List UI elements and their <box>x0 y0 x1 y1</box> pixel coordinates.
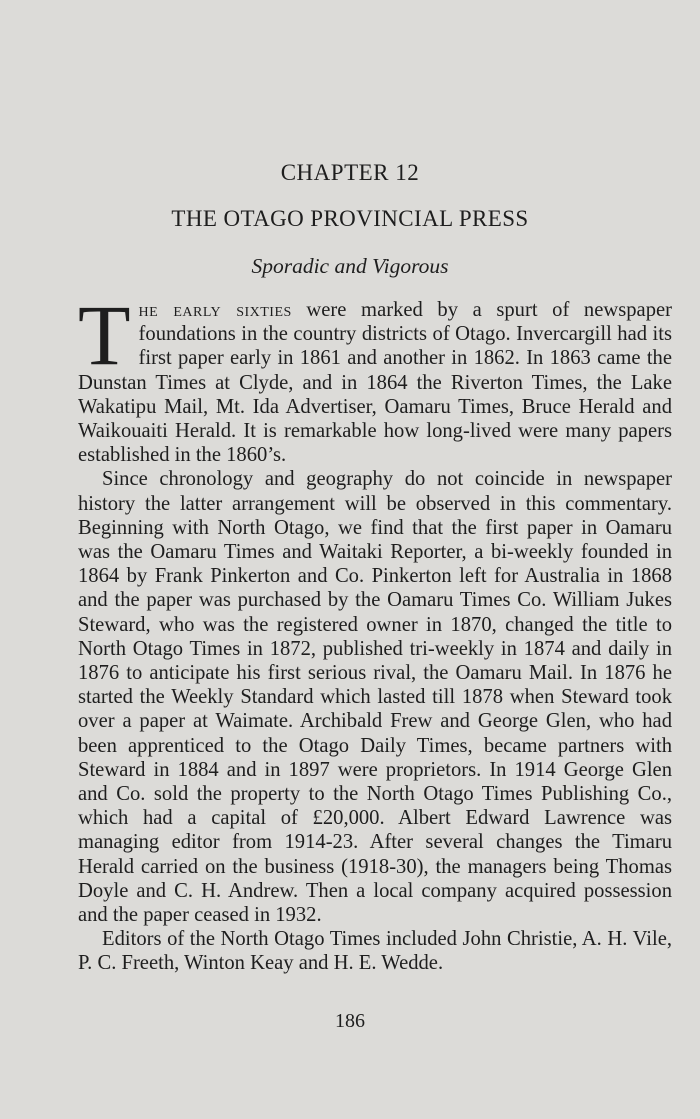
paragraph-1-text: were marked by a spurt of newspaper foundations in the country districts of Otago. Invercargill had its first paper early in 1861 and another in 1862. In 1863 came the Dunstan Times at Clyde, and in 1864 the Riverton Times, the Lake Wakatipu Mail, Mt. Ida Advertiser, Oamaru Times, Bruce Herald and Waikouaiti Herald. It is remarkable how long-lived were many papers established in the 1860’s. <box>78 299 672 467</box>
chapter-number: CHAPTER 12 <box>280 160 420 185</box>
drop-cap: T <box>78 287 131 383</box>
body-text <box>78 287 672 976</box>
paragraph-2: Since chronology and geography do not coincide in newspaper history the latter arrangement will be observed in this commentary. Beginning with North Otago, we find that the first paper in Oamaru was the Oamaru Times and Waitaki Reporter, a bi-weekly founded in 1864 by Frank Pinkerton and Co. Pinkerton left for Australia in 1868 and the paper was purchased by the Oamaru Times Co. William Jukes Steward, who was the registered owner in 1870, changed the title to North Otago Times in 1872, published tri-weekly in 1874 and daily in 1876 to anticipate his first serious rival, the Oamaru Mail. In 1876 he started the Weekly Standard which lasted till 1878 when Steward took over a paper at Waimate. Archibald Frew and George Glen, who had been apprenticed to the Otago Daily Times, became partners with Steward in 1884 and in 1897 were proprietors. In 1914 George Glen and Co. sold the property to the North Otago Times Publishing Co., which had a capital of £20,000. Albert Edward Lawrence was managing editor from 1914-23. After several changes the Timaru Herald carried on the business (1918-30), the managers being Thomas Doyle and C. H. Andrew. Then a local company acquired possession and the paper ceased in 1932. <box>78 468 672 927</box>
chapter-subtitle: Sporadic and Vigorous <box>251 254 449 278</box>
chapter-title: THE OTAGO PROVINCIAL PRESS <box>171 206 529 231</box>
paragraph-3: Editors of the North Otago Times included John Christie, A. H. Vile, P. C. Freeth, Winton Keay and H. E. Wedde. <box>78 928 672 975</box>
lead-in-small-caps: he early sixties <box>138 299 292 321</box>
page-number: 186 <box>335 1010 365 1032</box>
paragraph-1 <box>78 287 672 467</box>
